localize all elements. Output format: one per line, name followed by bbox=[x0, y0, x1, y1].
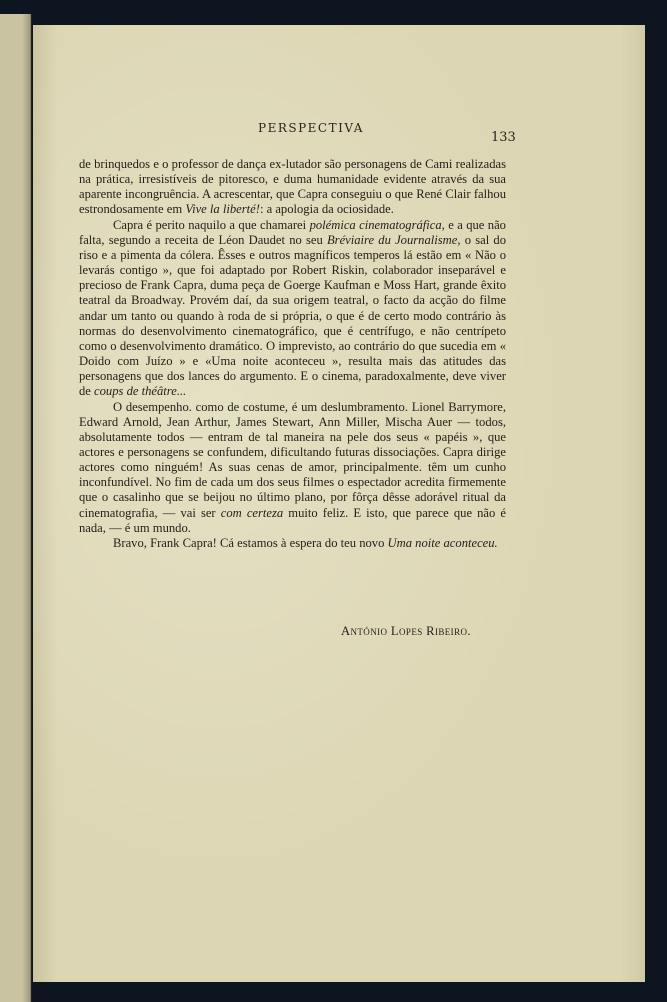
paragraph-text: , o sal do riso e a pimenta da cólera. Êsses e outros magníficos temperos lá estão em « Não o levarás contigo », que foi adaptado por Robert Riskin, colaborador inseparável e precioso de Frank Capra, duma peça de Goerge Kaufman e Moss Hart, grande êxito teatral da Broadway. Provém daí, da sua origem teatral, o facto da acção do filme andar um tanto ou quando à roda de si própria, o que é de certo modo contrário às normas do desenvolvimento cinematográfico, que é centrífugo, e não centrípeto como o desenvolvimento dramático. O imprevisto, ao contrário do que sucedia em « Doido com Juízo » e «Uma noite aconteceu », resulta mais das atitudes das personagens que dos lances do argumento. E o cinema, paradoxalmente, deve viver de bbox=[79, 232, 506, 399]
paragraph bbox=[79, 400, 506, 536]
running-title: PERSPECTIVA bbox=[258, 121, 364, 135]
article-body bbox=[79, 157, 506, 551]
paragraph-text: Capra é perito naquilo a que chamarei bbox=[113, 217, 310, 232]
italic-title: Bréviaire du Journalisme bbox=[326, 232, 458, 247]
paragraph bbox=[79, 536, 506, 551]
paragraph-text: Bravo, Frank Capra! Cá estamos à espera do teu novo bbox=[113, 535, 388, 550]
italic-title: com certeza bbox=[220, 505, 284, 520]
book-page bbox=[33, 25, 645, 982]
italic-title: coups de théâtre... bbox=[94, 384, 187, 399]
paragraph-text: , e a que não falta, segundo a receita de Léon Daudet no seu bbox=[79, 217, 506, 247]
binding-shadow bbox=[22, 14, 32, 1002]
italic-title: Vive la liberté! bbox=[185, 202, 260, 217]
author-signature: António Lopes Ribeiro. bbox=[341, 624, 471, 638]
paragraph bbox=[79, 157, 506, 218]
paragraph bbox=[79, 218, 506, 400]
italic-title: polémica cinematográfica bbox=[309, 217, 442, 232]
paragraph-text: O desempenho. como de costume, é um deslumbramento. Lionel Barrymore, Edward Arnold, Jean Arthur, James Stewart, Ann Miller, Mischa Auer — todos, absolutamente todos — entram de tal maneira na pele dos seus « papéis », que actores e personagens se confundem, dificultando futuras dissociações. Capra dirige actores como ninguém! As suas cenas de amor, principalmente. têm um cunho inconfundível. No fim de cada um dos seus filmes o espectador acredita firmemente que o casalinho que se beijou no último plano, por fôrça dêsse adorável ritual da cinematografia, — vai ser bbox=[79, 399, 506, 520]
page-number: 133 bbox=[491, 130, 516, 145]
paragraph-text: de brinquedos e o professor de dança ex-lutador são personagens de Cami realizadas na prática, irresistíveis de pitoresco, e duma humanidade evidente através da sua aparente incongruência. A acrescentar, que Capra conseguiu o que René Clair falhou estrondosamente em bbox=[79, 157, 506, 217]
paragraph-text: : a apologia da ociosidade. bbox=[259, 202, 394, 217]
italic-title: Uma noite aconteceu. bbox=[387, 535, 498, 550]
paragraph-text: muito feliz. E isto, que parece que não é nada, — é um mundo. bbox=[79, 505, 506, 535]
